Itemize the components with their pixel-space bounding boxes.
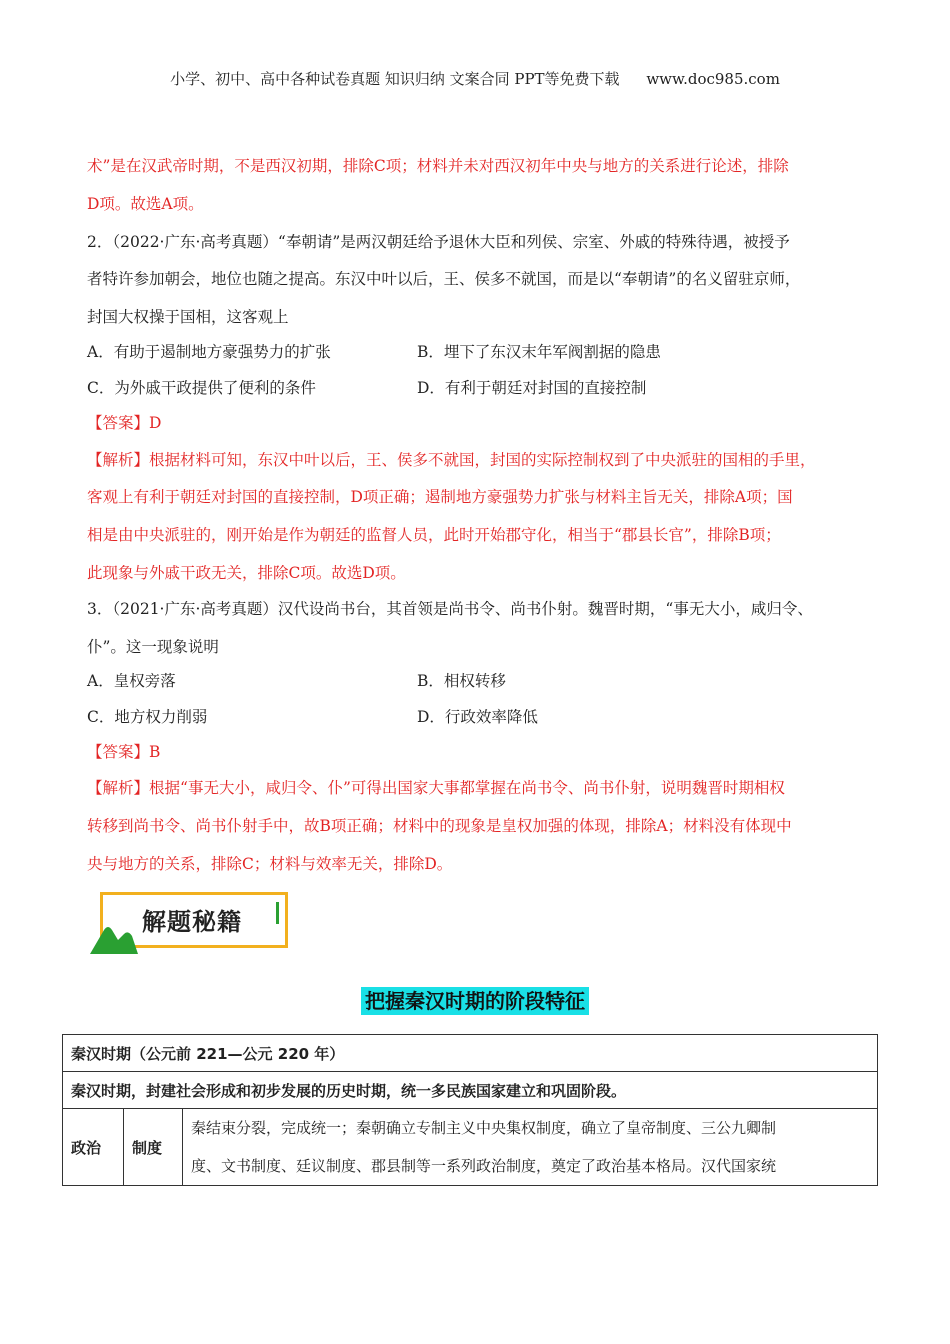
page-header	[0, 68, 950, 89]
section-title	[0, 985, 950, 1014]
table-period-summary: 秦汉时期，封建社会形成和初步发展的历史时期，统一多民族国家建立和巩固阶段。	[63, 1072, 878, 1109]
q2-stem-line1: 2．（2022·广东·高考真题）“奉朝请”是两汉朝廷给予退休大臣和列侯、宗室、外戚的特殊待遇，被授予	[87, 233, 790, 251]
table-body-line1: 秦结束分裂，完成统一；秦朝确立专制主义中央集权制度，确立了皇帝制度、三公九卿制	[191, 1119, 777, 1137]
table-subcategory: 制度	[124, 1109, 183, 1186]
table-category: 政治	[63, 1109, 124, 1186]
q2-stem-line2: 者特许参加朝会，地位也随之提高。东汉中叶以后，王、侯多不就国，而是以“奉朝请”的名义留驻京师，	[87, 270, 801, 288]
table-period-header: 秦汉时期（公元前 221—公元 220 年）	[63, 1035, 878, 1072]
q3-option-a: A．皇权旁落	[87, 672, 176, 690]
q2-option-d: D．有利于朝廷对封国的直接控制	[417, 379, 647, 397]
q3-answer	[87, 742, 877, 762]
q2-analysis-text1: 根据材料可知，东汉中叶以后，王、侯多不就国，封国的实际控制权到了中央派驻的国相的手里，	[149, 451, 816, 469]
q3-answer-tag: 【答案】	[87, 743, 150, 761]
badge-label: 解题秘籍	[142, 908, 242, 936]
q3-analysis-tag: 【解析】	[87, 779, 150, 797]
prev-analysis-line1: 术”是在汉武帝时期，不是西汉初期，排除C项；材料并未对西汉初年中央与地方的关系进行论述，排除	[87, 157, 789, 175]
q3-analysis-line3: 央与地方的关系，排除C；材料与效率无关，排除D。	[87, 855, 453, 873]
table-row	[63, 1109, 878, 1186]
mountain-icon	[90, 922, 138, 954]
table-row	[63, 1035, 878, 1072]
badge-accent-mark	[276, 902, 279, 924]
q3-stem-line1: 3．（2021·广东·高考真题）汉代设尚书台，其首领是尚书令、尚书仆射。魏晋时期，“事无大小，咸归令、	[87, 600, 813, 618]
q3-analysis-line2: 转移到尚书令、尚书仆射手中，故B项正确；材料中的现象是皇权加强的体现，排除A；材料没有体现中	[87, 817, 792, 835]
q3-stem-line2: 仆”。这一现象说明	[87, 638, 219, 656]
header-site[interactable]: www.doc985.com	[646, 70, 780, 88]
q3-analysis-line1	[87, 778, 877, 798]
q3-option-d: D．行政效率降低	[417, 708, 538, 726]
solution-tips-badge	[90, 888, 296, 954]
q2-option-a: A．有助于遏制地方豪强势力的扩张	[87, 343, 331, 361]
q2-option-b: B．埋下了东汉末年军阀割据的隐患	[417, 343, 661, 361]
section-title-text: 把握秦汉时期的阶段特征	[361, 987, 589, 1015]
q2-answer-value: D	[149, 414, 162, 432]
header-text: 小学、初中、高中各种试卷真题 知识归纳 文案合同 PPT等免费下载	[170, 70, 620, 88]
table-row	[63, 1072, 878, 1109]
q2-stem-line3: 封国大权操于国相，这客观上	[87, 308, 289, 326]
table-body-line2: 度、文书制度、廷议制度、郡县制等一系列政治制度，奠定了政治基本格局。汉代国家统	[191, 1157, 777, 1175]
table-body	[183, 1109, 878, 1186]
q2-option-c: C．为外戚干政提供了便利的条件	[87, 379, 316, 397]
prev-analysis-line2: D项。故选A项。	[87, 195, 204, 213]
q3-answer-value: B	[149, 743, 161, 761]
q2-analysis-line2: 客观上有利于朝廷对封国的直接控制，D项正确；遏制地方豪强势力扩张与材料主旨无关，排除A项；国	[87, 488, 793, 506]
q2-analysis-line3: 相是由中央派驻的，刚开始是作为朝廷的监督人员，此时开始郡守化，相当于“郡县长官”，排除B项；	[87, 526, 781, 544]
q2-analysis-line4: 此现象与外戚干政无关，排除C项。故选D项。	[87, 564, 406, 582]
q3-analysis-text1: 根据“事无大小，咸归令、仆”可得出国家大事都掌握在尚书令、尚书仆射，说明魏晋时期相权	[149, 779, 785, 797]
q2-answer	[87, 413, 877, 433]
era-table	[62, 1034, 878, 1186]
q2-answer-tag: 【答案】	[87, 414, 150, 432]
q3-option-c: C．地方权力削弱	[87, 708, 208, 726]
q3-option-b: B．相权转移	[417, 672, 506, 690]
q2-analysis-line1	[87, 450, 877, 470]
q2-analysis-tag: 【解析】	[87, 451, 150, 469]
